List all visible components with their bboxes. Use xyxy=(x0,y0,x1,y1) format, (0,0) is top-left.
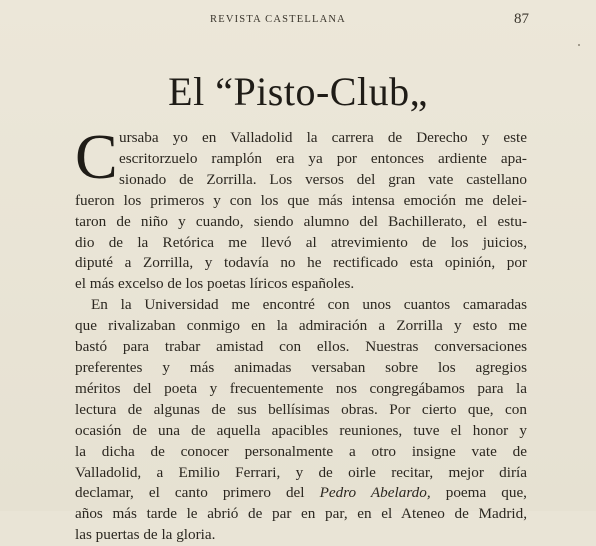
text-line: el más excelso de los poetas líricos españoles. xyxy=(75,275,355,293)
text-run: poema que, xyxy=(430,484,527,502)
text-line: ocasión de una de aquella apacibles reuniones, tuve el honor y xyxy=(75,421,527,439)
text-line: fueron los primeros y con los que más intensa emoción me delei- xyxy=(75,191,527,209)
text-line xyxy=(75,483,527,504)
text-line: diputé a Zorrilla, y todavía no he rectificado esta opinión, por xyxy=(75,254,527,272)
drop-cap: C xyxy=(75,121,118,192)
text-line: la dicha de conocer personalmente a otro insigne vate de xyxy=(75,442,527,460)
article-body xyxy=(75,121,527,546)
text-line: bastó para trabar amistad con ellos. Nuestras conversaciones xyxy=(75,338,527,356)
text-line: preferentes y más animadas versaban sobre los agregios xyxy=(75,358,527,376)
text-line: méritos del poeta y frecuentemente nos congregábamos para la xyxy=(75,379,527,397)
text-run: declamar, el canto primero del xyxy=(75,484,320,502)
italic-title: Pedro Abelardo, xyxy=(319,484,431,502)
text-line: sionado de Zorrilla. Los versos del gran vate castellano xyxy=(119,170,527,188)
text-line: las puertas de la gloria. xyxy=(75,526,216,544)
paper-speck xyxy=(578,44,580,46)
text-line: taron de niño y cuando, siendo alumno del Bachillerato, el estu- xyxy=(75,212,527,230)
text-line: escritorzuelo ramplón era ya por entonces ardiente apa- xyxy=(119,149,527,167)
page-number: 87 xyxy=(514,11,529,27)
article-title: El “Pisto-Club„ xyxy=(168,69,428,114)
text-line: que rivalizaban conmigo en la admiración a Zorrilla y esto me xyxy=(75,317,527,335)
text-line: dio de la Retórica me llevó al atrevimiento de los juicios, xyxy=(75,233,527,251)
journal-name: REVISTA CASTELLANA xyxy=(210,14,346,25)
text-line: Valladolid, a Emilio Ferrari, y de oirle recitar, mejor diría xyxy=(75,463,527,481)
text-line: ursaba yo en Valladolid la carrera de Derecho y este xyxy=(119,129,527,146)
text-line: En la Universidad me encontré con unos cuantos camaradas xyxy=(91,296,527,314)
text-line: años más tarde le abrió de par en par, en el Ateneo de Madrid, xyxy=(75,505,527,523)
text-line: lectura de algunas de sus bellísimas obras. Por cierto que, con xyxy=(75,400,527,418)
